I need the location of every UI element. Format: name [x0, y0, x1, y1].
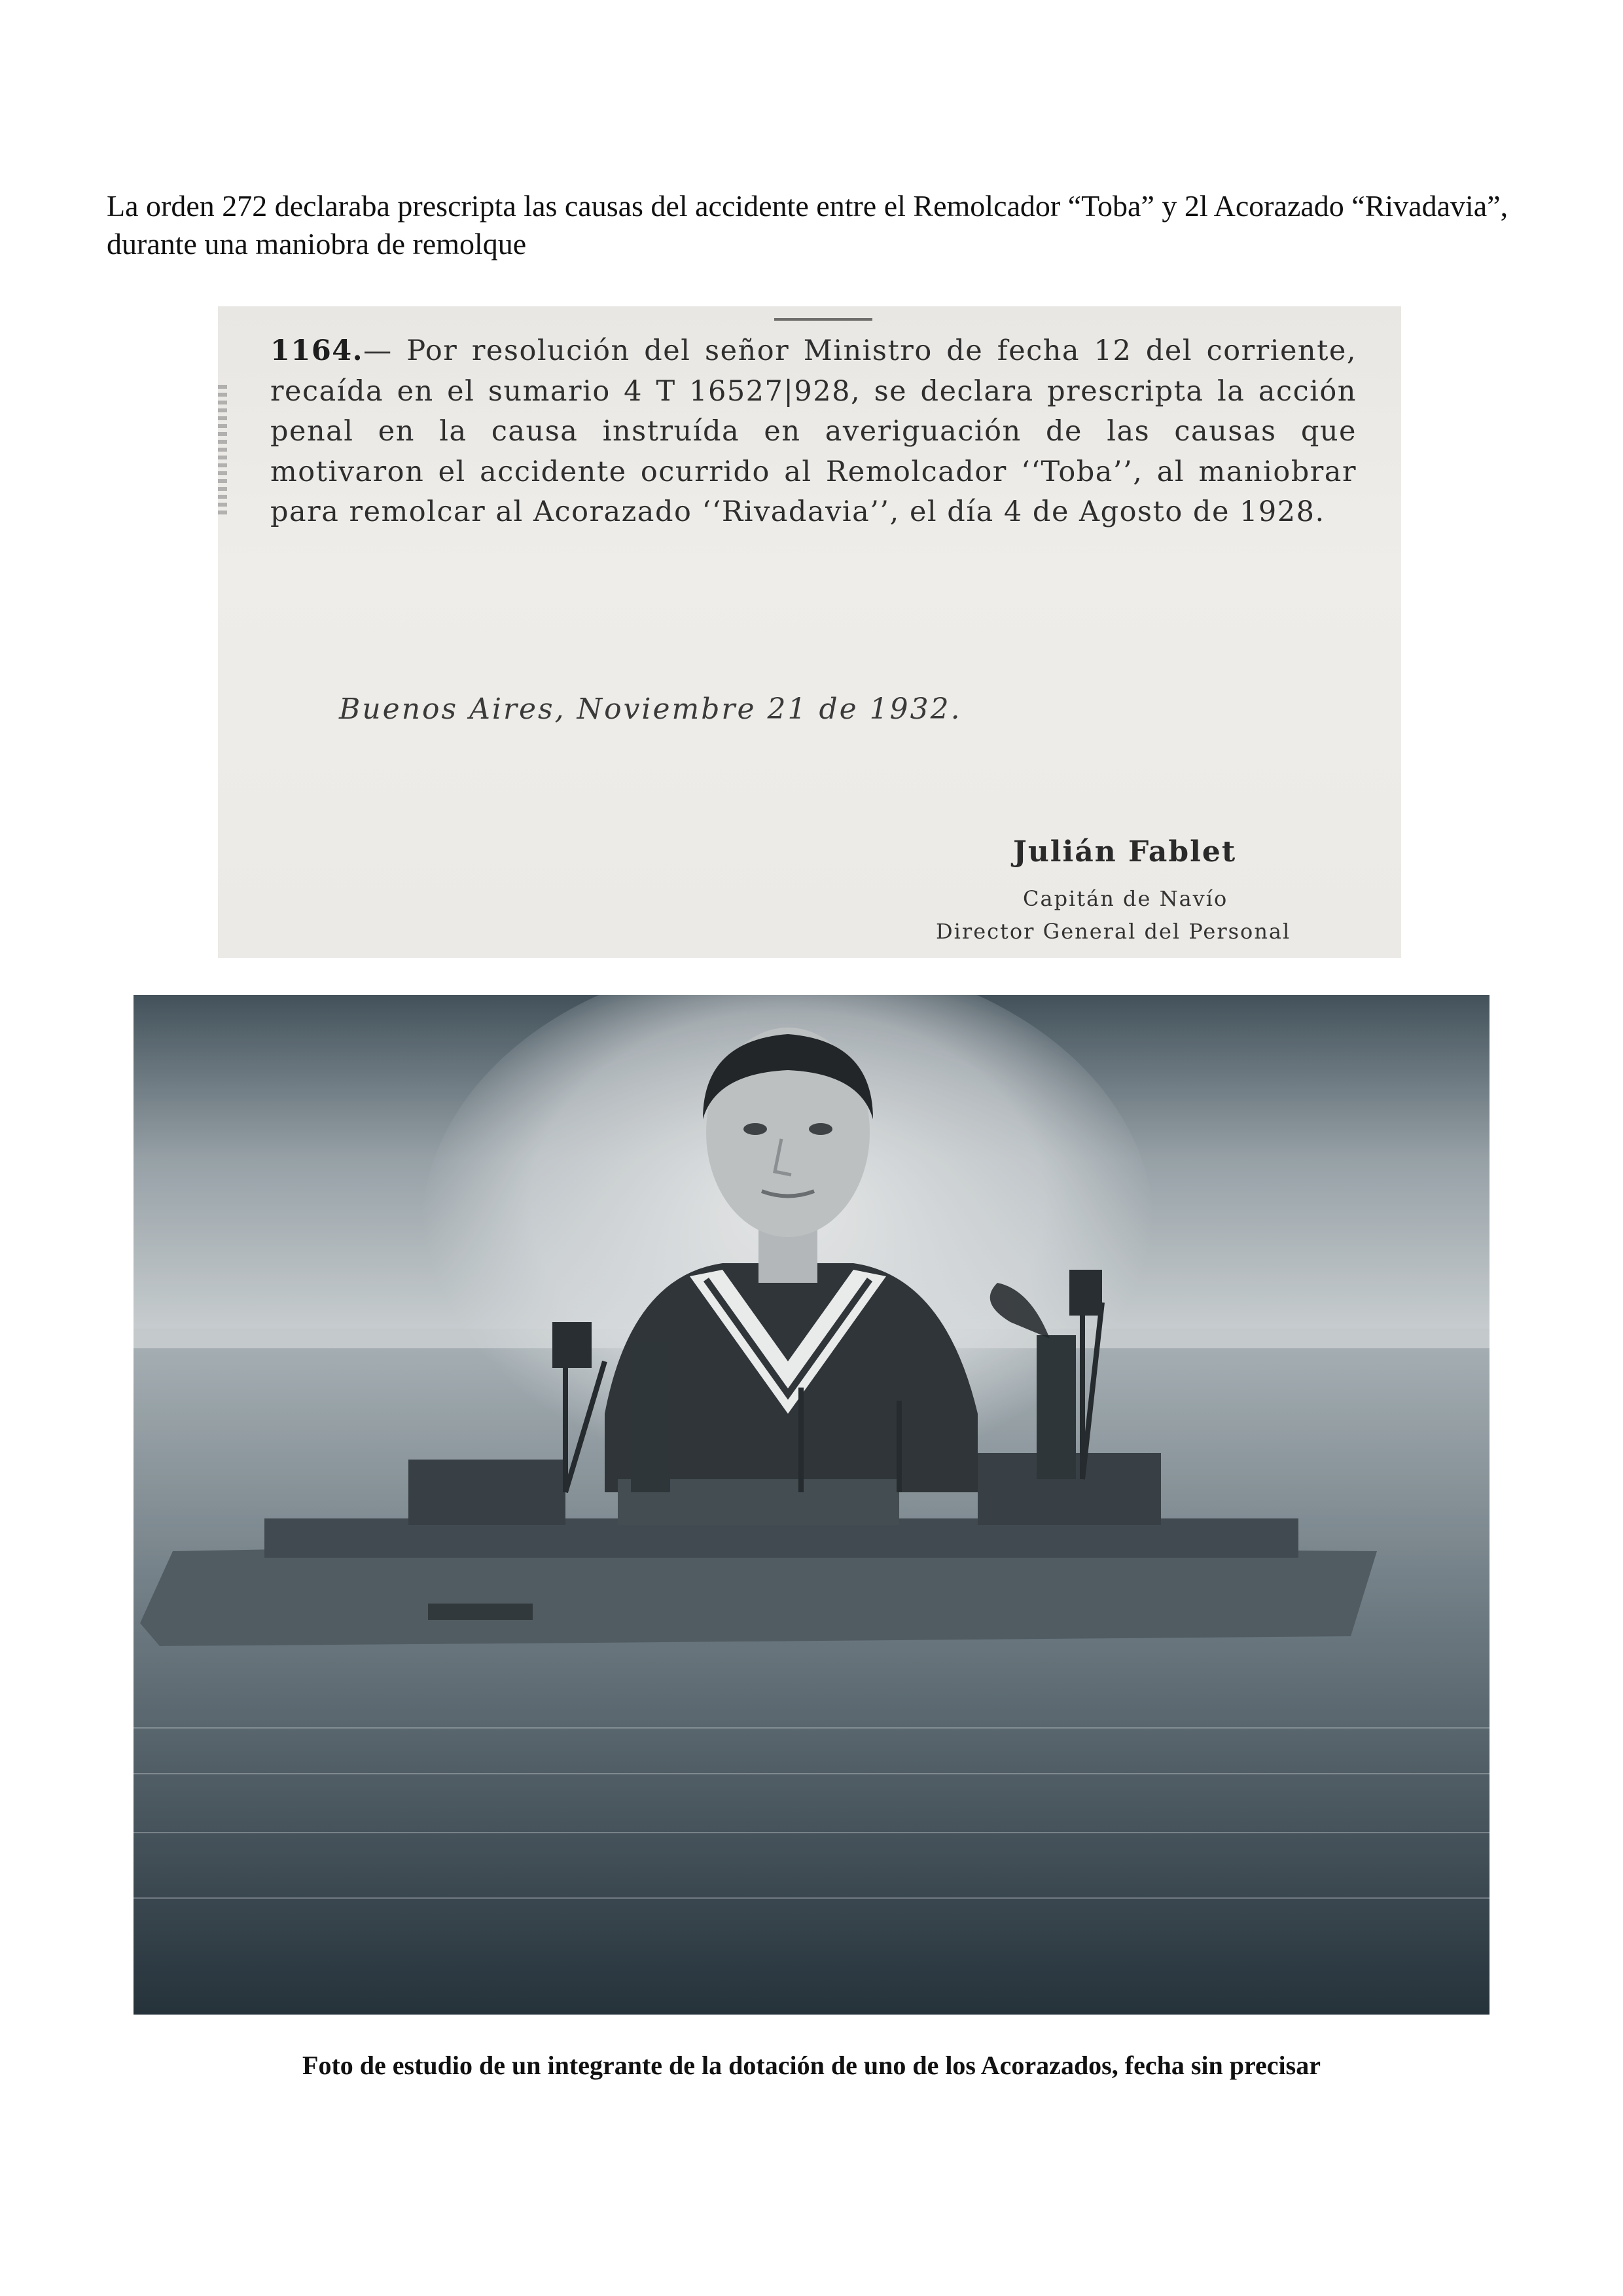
decree-body: — Por resolución del señor Ministro de fecha 12 del corriente, recaída en el sumario 4 T 16527|928, se declara prescripta la acción penal en la causa instruída en averiguación de las causas que motivaron el accidente ocurrido al Remolcador ‘‘Toba’’, al maniobrar para remolcar al Acorazado ‘‘Rivadavia’’, el día 4 de Agosto de 1928. — [270, 334, 1357, 528]
intro-paragraph: La orden 272 declaraba prescripta las causas del accidente entre el Remolcador “Toba” y 2l Acorazado “Rivadavia”, durante una maniobra de remolque — [107, 189, 1508, 260]
decree-number: 1164. — [270, 334, 364, 367]
photo-caption: Foto de estudio de un integrante de la dotación de uno de los Acorazados, fecha sin precisar — [302, 2051, 1321, 2080]
photo-illustration — [134, 995, 1489, 2015]
clipping-edge-mark — [218, 385, 227, 516]
decree-clipping — [218, 306, 1401, 958]
decree-date: Buenos Aires, Noviembre 21 de 1932. — [339, 692, 962, 726]
signature-rank: Capitán de Navío — [1023, 886, 1228, 911]
decree-text — [270, 331, 1357, 533]
signature-name: Julián Fablet — [1013, 835, 1237, 869]
sailor-battleship-photo — [134, 995, 1489, 2015]
clipping-rule — [774, 318, 872, 321]
signature-office: Director General del Personal — [936, 919, 1291, 944]
